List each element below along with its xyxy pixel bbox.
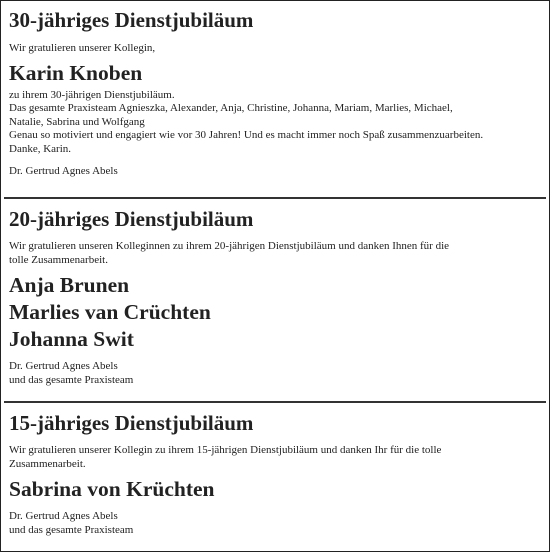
signature-line: und das gesamte Praxisteam	[9, 523, 134, 536]
body-line: Danke, Karin.	[9, 142, 72, 155]
honoree-name: Karin Knoben	[9, 60, 143, 85]
section-30-years	[9, 8, 541, 179]
section-20-years	[9, 207, 541, 387]
intro-text: Wir gratulieren unseren Kolleginnen zu ihrem 20-jährigen Dienstjubiläum und danken Ihnen für die	[9, 240, 450, 252]
honoree-name: Johanna Swit	[9, 327, 134, 351]
section-heading: 15-jähriges Dienstjubiläum	[9, 411, 254, 435]
signature-line: Dr. Gertrud Agnes Abels	[9, 165, 118, 177]
signature-line: Dr. Gertrud Agnes Abels	[9, 510, 118, 522]
section-divider	[4, 197, 546, 199]
signature-line: Dr. Gertrud Agnes Abels	[9, 360, 118, 372]
section-15-years	[9, 411, 541, 537]
honoree-name: Anja Brunen	[9, 273, 130, 297]
section-divider	[4, 401, 546, 403]
section-heading: 30-jähriges Dienstjubiläum	[9, 8, 254, 32]
body-line: Genau so motiviert und engagiert wie vor 30 Jahren! Und es macht immer noch Spaß zusammenzuarbeiten.	[9, 129, 484, 141]
body-line: zu ihrem 30-jährigen Dienstjubiläum.	[9, 88, 175, 101]
honoree-name: Sabrina von Krüchten	[9, 477, 215, 501]
honoree-name: Marlies van Crüchten	[9, 300, 211, 324]
intro-text: Zusammenarbeit.	[9, 457, 86, 470]
intro-text: Wir gratulieren unserer Kollegin,	[9, 42, 156, 54]
section-heading: 20-jähriges Dienstjubiläum	[9, 207, 254, 231]
body-line: Natalie, Sabrina und Wolfgang	[9, 115, 145, 128]
intro-text: Wir gratulieren unserer Kollegin zu ihrem 15-jährigen Dienstjubiläum und danken Ihr für die tolle	[9, 444, 442, 456]
intro-text: tolle Zusammenarbeit.	[9, 253, 108, 266]
signature-line: und das gesamte Praxisteam	[9, 373, 134, 386]
body-line: Das gesamte Praxisteam Agnieszka, Alexander, Anja, Christine, Johanna, Mariam, Marlies, Michael,	[9, 102, 453, 114]
